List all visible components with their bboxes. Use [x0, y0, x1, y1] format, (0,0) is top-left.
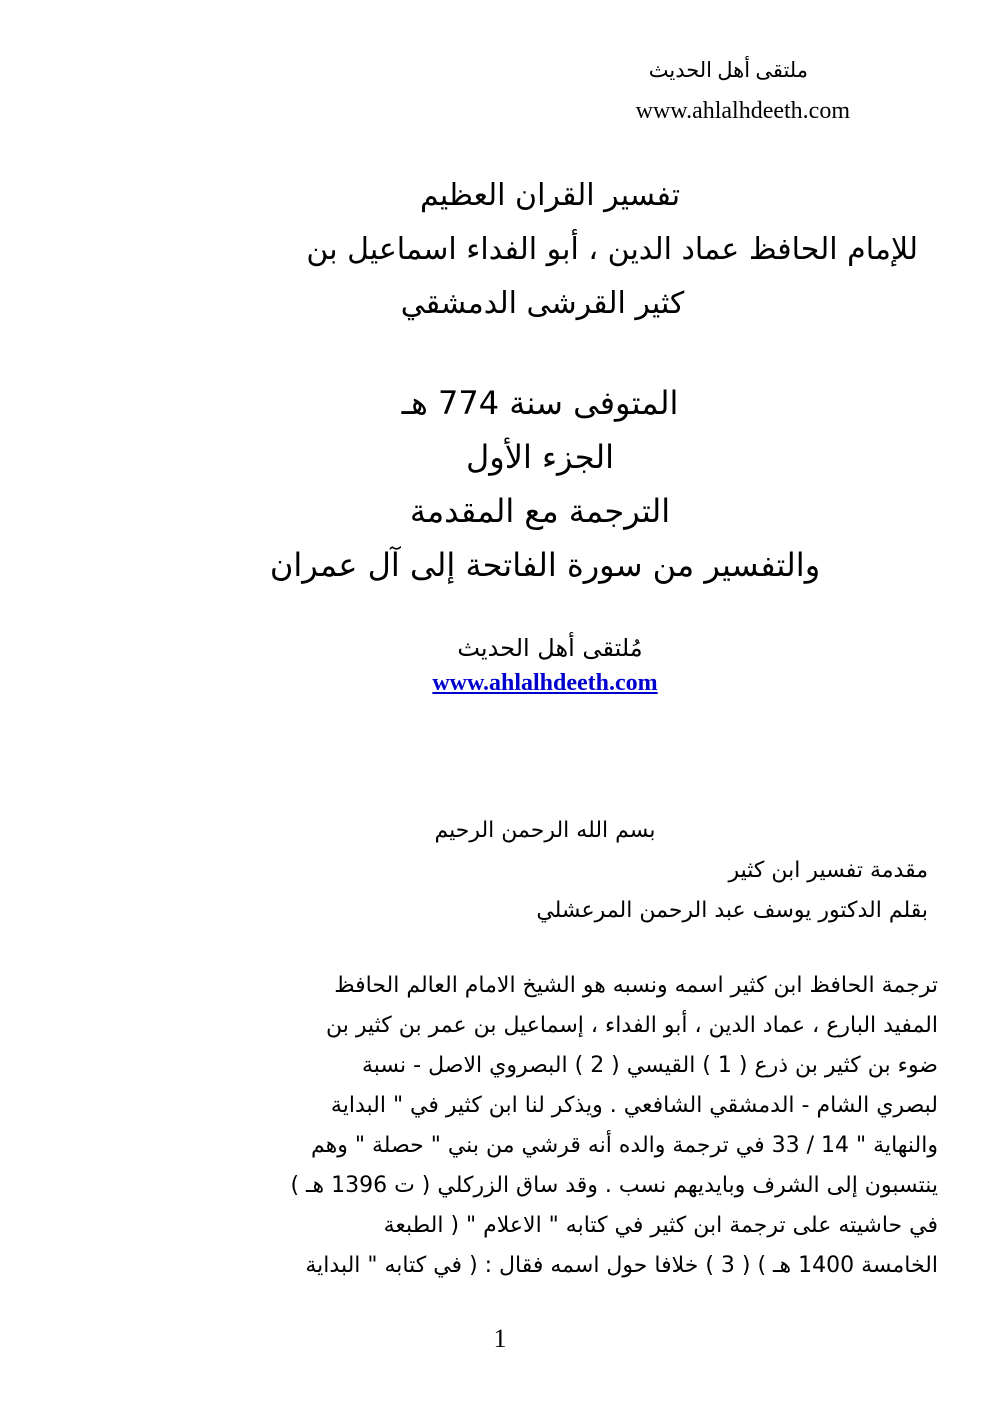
- basmala: بسم الله الرحمن الرحيم: [434, 818, 656, 843]
- body-line: المفيد البارع ، عماد الدين ، أبو الفداء ، إسماعيل بن عمر بن كثير بن: [326, 1013, 938, 1038]
- body-line: ضوء بن كثير بن ذرع ( 1 ) القيسي ( 2 ) البصروي الاصل - نسبة: [362, 1053, 938, 1078]
- header-site-name: ملتقى أهل الحديث: [648, 58, 808, 82]
- forum-name: مُلتقى أهل الحديث: [457, 634, 643, 662]
- author-title-line-continued: كثير القرشى الدمشقي: [400, 286, 685, 321]
- volume-label: الجزء الأول: [465, 438, 614, 476]
- intro-author: بقلم الدكتور يوسف عبد الرحمن المرعشلي: [536, 898, 928, 923]
- book-title: تفسير القران العظيم: [419, 178, 681, 213]
- body-paragraph: [148, 966, 938, 1286]
- author-title-line: للإمام الحافظ عماد الدين ، أبو الفداء اسماعيل بن: [306, 232, 918, 267]
- body-line: ترجمة الحافظ ابن كثير اسمه ونسبه هو الشيخ الامام العالم الحافظ: [334, 973, 938, 998]
- header-site-url: www.ahlalhdeeth.com: [635, 98, 850, 124]
- forum-url-link[interactable]: www.ahlalhdeeth.com: [432, 670, 658, 696]
- body-line: في حاشيته على ترجمة ابن كثير في كتابه " الاعلام " ( الطبعة: [383, 1213, 938, 1238]
- body-line: والنهاية " 14 / 33 في ترجمة والده أنه قرشي من بني " حصلة " وهم: [311, 1133, 938, 1158]
- page-number: 1: [493, 1324, 507, 1353]
- body-line: ينتسبون إلى الشرف وبايديهم نسب . وقد ساق الزركلي ( ت 1396 هـ ): [290, 1173, 938, 1198]
- contents-line-continued: والتفسير من سورة الفاتحة إلى آل عمران: [269, 546, 821, 584]
- body-line: الخامسة 1400 هـ ) ( 3 ) خلافا حول اسمه فقال : ( في كتابه " البداية: [305, 1253, 938, 1278]
- body-line: لبصري الشام - الدمشقي الشافعي . ويذكر لنا ابن كثير في " البداية: [330, 1093, 938, 1118]
- intro-heading: مقدمة تفسير ابن كثير: [728, 858, 928, 883]
- death-year-line: المتوفى سنة 774 هـ: [401, 384, 679, 422]
- contents-line: الترجمة مع المقدمة: [409, 492, 671, 530]
